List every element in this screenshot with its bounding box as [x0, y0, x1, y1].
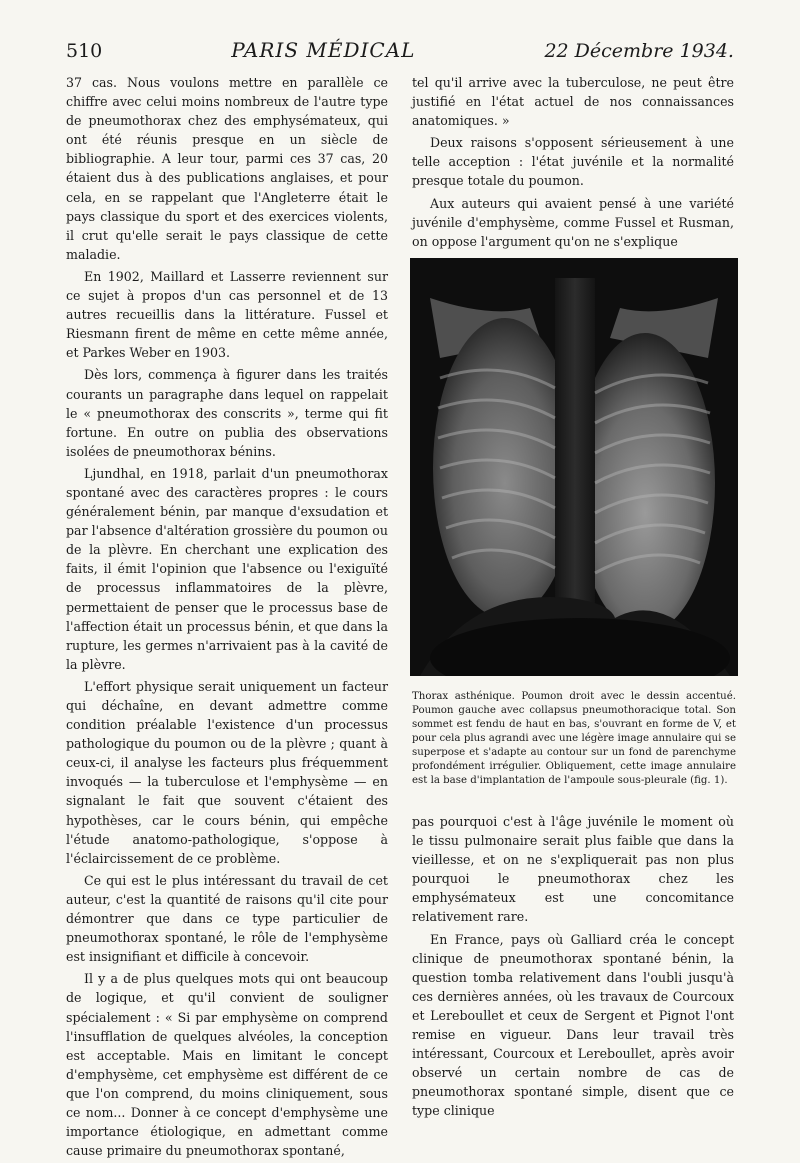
- paragraph: 37 cas. Nous voulons mettre en parallèle ce chiffre avec celui moins nombreux de l'autre type de pneumothorax chez des emphysémateux, qui ont été réunis presque en un siècle de bibliographie. A leur tour, parmi ces 37 cas, 20 étaient dus à des publications anglaises, et pour cela, en se rappelant que l'Angleterre était le pays classique du sport et des exercices violents, il crut qu'elle serait le pays classique de cette maladie.: [66, 75, 388, 262]
- figure-caption: [412, 690, 736, 788]
- paragraph: L'effort physique serait uniquement un facteur qui déchaîne, en devant admettre comme condition préalable l'existence d'un processus pathologique du poumon ou de la plèvre ; quant à ceux-ci, il analyse les facteurs plus fréquemment invoqués — la tuberculose et l'emphysème — en signalant le fait que souvent c'étaient des hypothèses, car le cours bénin, qui empêche l'étude anatomo-pathologique, s'oppose à l'éclaircissement de ce problème.: [66, 678, 388, 866]
- paragraph: Deux raisons s'opposent sérieusement à une telle acception : l'état juvénile et la normalité presque totale du poumon.: [412, 135, 734, 189]
- paragraph: Il y a de plus quelques mots qui ont beaucoup de logique, et qu'il convient de souligner spécialement : « Si par emphysème on comprend l'insufflation de quelques alvéoles, la conception est acceptable. Mais en limitant le concept d'emphysème, cet emphysème est différent de ce que l'on comprend, du moins cliniquement, sous ce nom... Donner à ce concept d'emphysème une importance étiologique, en admettant comme cause primaire du pneumothorax spontané,: [66, 971, 388, 1159]
- paragraph: En 1902, Maillard et Lasserre reviennent sur ce sujet à propos d'un cas personnel et de 13 autres recueillis dans la littérature. Fussel et Riesmann firent de même en cette même année, et Parkes Weber en 1903.: [66, 268, 388, 361]
- caption-text: Thorax asthénique. Poumon droit avec le dessin accentué. Poumon gauche avec collapsus pneumothoracique total. Son sommet est fendu de haut en bas, s'ouvrant en forme de V, et pour cela plus agrandi avec une légère image annulaire qui se superpose et s'adapte au contour sur un fond de parenchyme profondément irrégulier. Obliquement, cette image annulaire est la base d'implantation de l'ampoule sous-pleurale (fig. 1).: [412, 691, 736, 786]
- issue-date: 22 Décembre 1934.: [544, 40, 734, 62]
- left-column: [66, 73, 388, 1163]
- paragraph: En France, pays où Galliard créa le concept clinique de pneumothorax spontané bénin, la question tomba relativement dans l'oubli jusqu'à ces dernières années, où les travaux de Courcoux et Lereboullet et ceux de Sergent et Pignot l'ont remise en vigueur. Dans leur travail très intéressant, Courcoux et Lereboullet, après avoir observé un certain nombre de cas de pneumothorax spontané simple, disent que ce type clinique: [412, 931, 734, 1119]
- xray-image: [410, 258, 738, 676]
- journal-title: PARIS MÉDICAL: [231, 38, 416, 62]
- chest-xray-figure: [410, 258, 738, 676]
- paragraph: pas pourquoi c'est à l'âge juvénile le moment où le tissu pulmonaire serait plus faible que dans la vieillesse, et on ne s'expliquerait pas non plus pourquoi le pneumothorax chez les emphysémateux est une concomitance relativement rare.: [412, 814, 734, 925]
- paragraph: tel qu'il arrive avec la tuberculose, ne peut être justifié en l'état actuel de nos connaissances anatomiques. »: [412, 75, 734, 129]
- paragraph: Ljundhal, en 1918, parlait d'un pneumothorax spontané avec des caractères propres : le cours généralement bénin, par manque d'exsudation et par l'absence d'altération grossière du poumon ou de la plèvre. En cherchant une explication des faits, il émit l'opinion que l'absence ou l'exiguïté de processus inflammatoires de la plèvre, permettaient de penser que le processus base de l'affection était un processus bénin, et que dans la rupture, les germes n'arrivaient pas à la cavité de la plèvre.: [66, 465, 388, 672]
- right-column-bottom: [412, 812, 734, 1124]
- paragraph: Dès lors, commença à figurer dans les traités courants un paragraphe dans lequel on rappelait le « pneumothorax des conscrits », terme qui fit fortune. En outre on publia des observations isolées de pneumothorax bénins.: [66, 367, 388, 459]
- page-header: [66, 38, 734, 68]
- right-column-top: [412, 73, 734, 254]
- paragraph: Ce qui est le plus intéressant du travail de cet auteur, c'est la quantité de raisons qu'il cite pour démontrer que dans ce type particulier de pneumothorax spontané, le rôle de l'emphysème est insignifiant et difficile à concevoir.: [66, 872, 388, 965]
- paragraph: Aux auteurs qui avaient pensé à une variété juvénile d'emphysème, comme Fussel et Rusman, on oppose l'argument qu'on ne s'explique: [412, 195, 734, 249]
- page-number: 510: [66, 40, 103, 62]
